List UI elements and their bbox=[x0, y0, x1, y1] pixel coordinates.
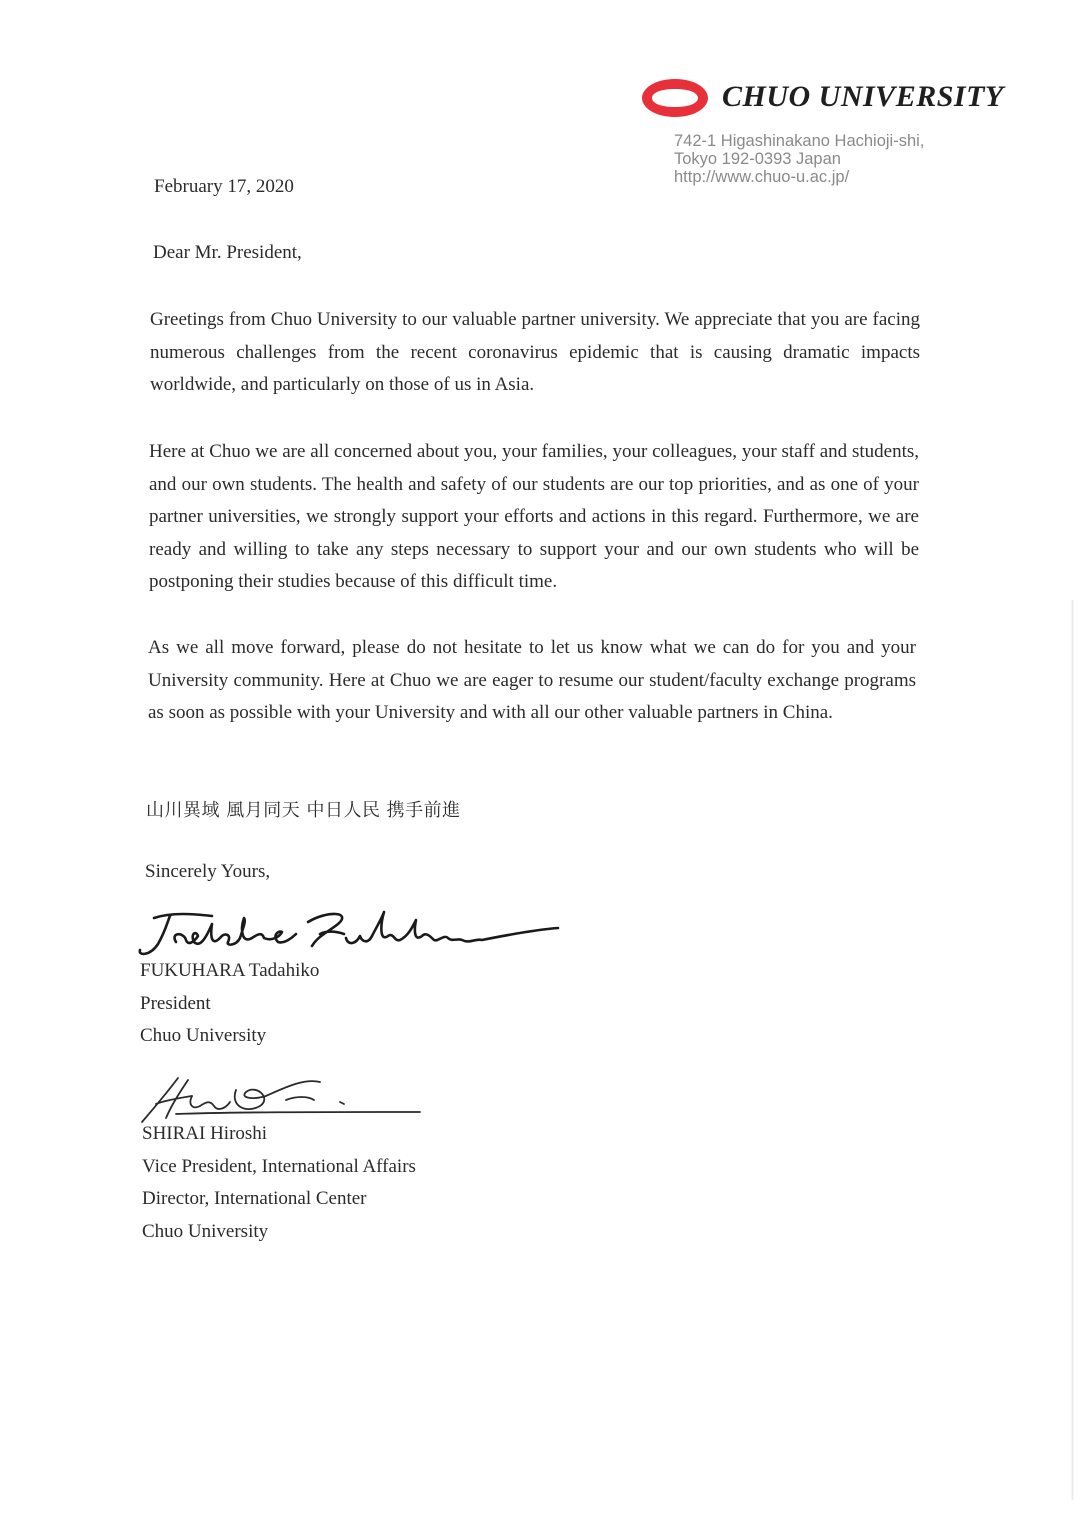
signatory-1-org: Chuo University bbox=[140, 1025, 267, 1046]
closing: Sincerely Yours, bbox=[145, 861, 271, 882]
body-paragraph-2: Here at Chuo we are all concerned about you, your families, your colleagues, your staff and students, and our own students. The health and safety of our students are our top priorities, and as one of your partner universities, we strongly support your efforts and actions in this regard. Furthermore, we are ready and willing to take any steps necessary to support your and our own students who will be postponing their studies because of this difficult time. bbox=[149, 441, 919, 592]
letterhead-address bbox=[674, 132, 924, 186]
website-link[interactable]: http://www.chuo-u.ac.jp/ bbox=[674, 168, 850, 186]
signatory-2-title-1: Vice President, International Affairs bbox=[142, 1155, 416, 1177]
chuo-university-logo-icon bbox=[640, 76, 710, 120]
signatory-1-name: FUKUHARA Tadahiko bbox=[140, 960, 320, 981]
salutation: Dear Mr. President, bbox=[153, 242, 302, 263]
body-paragraph-1: Greetings from Chuo University to our valuable partner university. We appreciate that you are facing numerous challenges from the recent coronavirus epidemic that is causing dramatic impacts worldwide, and particularly on those of us in Asia. bbox=[150, 309, 920, 395]
letterhead bbox=[640, 72, 1060, 192]
body-paragraph-3: As we all move forward, please do not hesitate to let us know what we can do for you and your University community. Here at Chuo we are eager to resume our student/faculty exchange programs as soon as possible with your University and with all our other valuable partners in China. bbox=[148, 637, 916, 723]
signatory-2-title-2: Director, International Center bbox=[142, 1188, 367, 1209]
signatory-2-block bbox=[142, 1118, 416, 1248]
signatory-2-name: SHIRAI Hiroshi bbox=[142, 1123, 268, 1144]
cjk-phrase: 山川異域 風月同天 中日人民 携手前進 bbox=[146, 800, 461, 821]
signatory-2-org: Chuo University bbox=[142, 1220, 269, 1242]
address-line-1: 742-1 Higashinakano Hachioji-shi, bbox=[674, 132, 925, 150]
address-line-2: Tokyo 192-0393 Japan bbox=[674, 150, 841, 168]
university-name: CHUO UNIVERSITY bbox=[722, 80, 1004, 113]
page-edge-shadow bbox=[1071, 600, 1074, 1500]
signatory-1-block bbox=[140, 955, 319, 1053]
signatory-1-title: President bbox=[140, 992, 211, 1014]
letter-date: February 17, 2020 bbox=[154, 176, 294, 197]
